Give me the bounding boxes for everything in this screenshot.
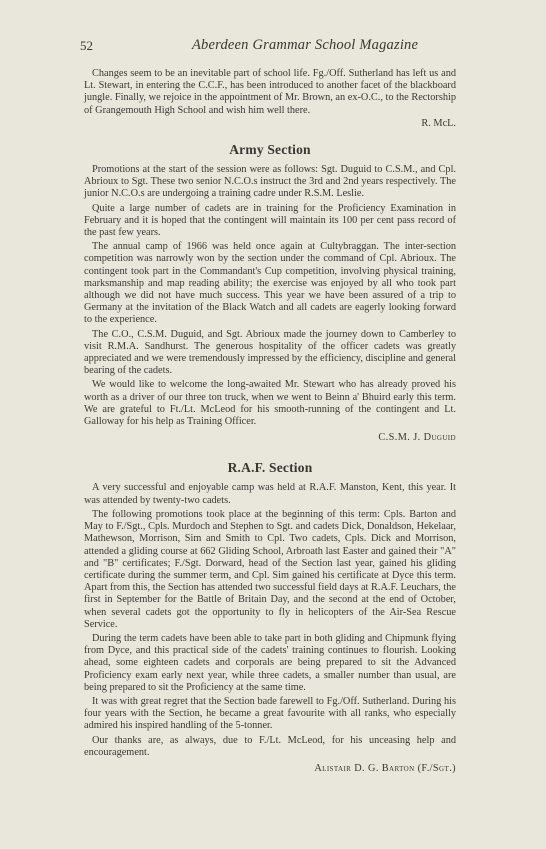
army-paragraph: Quite a large number of cadets are in training for the Proficiency Examination in February and it is hoped that the contingent will maintain its 100 per cent pass record of the past few years. <box>84 202 456 239</box>
magazine-title: Aberdeen Grammar School Magazine <box>192 37 419 53</box>
intro-paragraph: Changes seem to be an inevitable part of school life. Fg./Off. Sutherland has left us and Lt. Stewart, in entering the C.C.F., has been introduced to another facet of the blackboard jungle. Finally, we rejoice in the appointment of Mr. Brown, an ex-O.C., to the Rectorship of Grangemouth High School and wish him well there. <box>84 68 456 116</box>
raf-section-heading: R.A.F. Section <box>227 460 313 476</box>
running-header <box>80 38 456 58</box>
army-paragraph: The C.O., C.S.M. Duguid, and Sgt. Abrioux made the journey down to Camberley to visit R.M.A. Sandhurst. The generous hospitality of the officer cadets was greatly appreciated and we were tremendously impressed by the efficiency, discipline and general bearing of the cadets. <box>84 328 456 377</box>
intro-signature: R. McL. <box>421 117 456 129</box>
raf-paragraph: Our thanks are, as always, due to F./Lt. McLeod, for his unceasing help and encouragement. <box>84 734 456 758</box>
raf-paragraph: A very successful and enjoyable camp was held at R.A.F. Manston, Kent, this year. It was attended by twenty-two cadets. <box>84 482 456 506</box>
army-section-heading: Army Section <box>229 142 311 158</box>
army-signature: C.S.M. J. Duguid <box>378 432 456 444</box>
article-body <box>84 68 456 775</box>
army-paragraph: The annual camp of 1966 was held once again at Cultybraggan. The inter-section competition was narrowly won by the section under the command of Cpl. Abrioux. The contingent took part in the Commandant's Cup competition, involving physical training, marksmanship and map reading ability; the exercise was enjoyed by all who took part although we did not have much success. This year we have been assured of a trip to Germany at the invitation of the Black Watch and all cadets are eagerly looking forward to the experience. <box>84 241 456 326</box>
army-paragraph: We would like to welcome the long-awaited Mr. Stewart who has already proved his worth as a driver of our three ton truck, when we went to Beinn a' Bhuird early this term. We are grateful to Ft./Lt. McLeod for his smooth-running of the contingent and Lt. Galloway for his help as Training Officer. <box>84 379 456 428</box>
army-paragraph: Promotions at the start of the session were as follows: Sgt. Duguid to C.S.M., and Cpl. Abrioux to Sgt. These two senior N.C.O.s instruct the 3rd and 2nd years respectively. The junior N.C.O.s are undergoing a training cadre under R.S.M. Leslie. <box>84 164 456 200</box>
raf-paragraph: During the term cadets have been able to take part in both gliding and Chipmunk flying from Dyce, and this practical side of the cadets' training continues to flourish. Looking ahead, some eighteen cadets and corporals are being prepared to sit the Advanced Proficiency exam early next year, while three cadets, a smaller number than usual, are being prepared to sit the Proficiency at the same time. <box>84 632 456 693</box>
raf-paragraph: It was with great regret that the Section bade farewell to Fg./Off. Sutherland. During his four years with the Section, he became a great favourite with all ranks, who especially admired his inspired handling of the 5-tonner. <box>84 695 456 732</box>
page-number: 52 <box>80 38 93 53</box>
raf-signature: Alistair D. G. Barton (F./Sgt.) <box>314 762 456 774</box>
raf-paragraph: The following promotions took place at the beginning of this term: Cpls. Barton and May to F./Sgt., Cpls. Murdoch and Stephen to Sgt. and cadets Dick, Donaldson, Hekelaar, Mathewson, Morrison, Sim and Smith to Cpl. Two cadets, Cpls. Dick and Morrison, attended a gliding course at 662 Gliding School, Arbroath last Easter and gained their "A" and "B" certificates; F./Sgt. Dorward, head of the Section last year, gained his gliding certificate during the summer term, and Cpl. Sim gained his certificate at Dyce this term. Apart from this, the Section has attended two successful field days at R.A.F. Leuchars, the first in September for the Battle of Britain Day, and the second at the end of October, when several cadets got the opportunity to fly in helicopters of the Air-Sea Rescue Service. <box>84 508 456 630</box>
